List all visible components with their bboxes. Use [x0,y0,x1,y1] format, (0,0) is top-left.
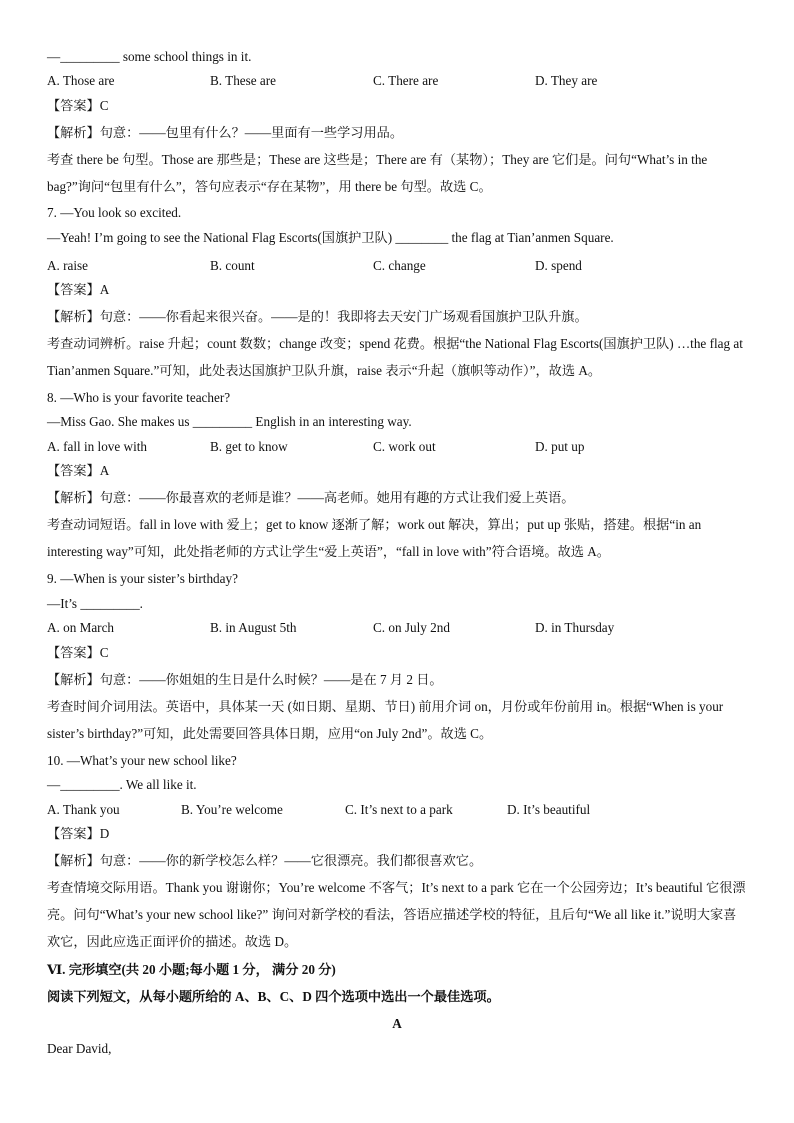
q9-option-c: C. on July 2nd [373,620,450,635]
q6-option-c: C. There are [373,73,439,88]
q10-analysis-meaning: 【解析】句意：——你的新学校怎么样？——它很漂亮。我们都很喜欢它。 [47,853,483,868]
q10-analysis-detail: 考查情境交际用语。Thank you 谢谢你；You’re welcome 不客气；It’s next to a park 它在一个公园旁边；It’s beautiful 它很漂亮。问句“What’s your new school like?” 询问对新学校的看法，答语应描述学校的特征，且后句“We all like it.”说明大家喜欢它，因此应选正面评价的描述。故选 D。 [47,880,746,949]
q10-response: —_________. We all like it. [47,777,197,792]
q6-answer-line: —_________ some school things in it. [47,49,252,64]
q10-option-a: A. Thank you [47,802,120,817]
q9-analysis-detail: 考查时间介词用法。英语中，具体某一天 (如日期、星期、节日) 前用介词 on，月份或年份前用 in。根据“When is your sister’s birthday?”可知，此处需要回答具体日期，应用“on July 2nd”。故选 C。 [47,699,724,741]
q9-response: —It’s _________. [47,596,143,611]
q9-option-a: A. on March [47,620,115,635]
q6-option-b: B. These are [210,73,277,88]
q10-answer-key: 【答案】D [47,826,110,841]
passage-label: A [392,1016,402,1031]
q7-analysis-detail: 考查动词辨析。raise 升起；count 数数；change 改变；spend 花费。根据“the National Flag Escorts(国旗护卫队) …the flag at Tian’anmen Square.”可知，此处表达国旗护卫队升旗，raise 表示“升起（旗帜等动作）”，故选 A。 [47,336,743,378]
q8-question: 8. —Who is your favorite teacher? [47,390,231,405]
q10-option-d: D. It’s beautiful [507,802,591,817]
q6-option-d: D. They are [535,73,598,88]
q8-option-c: C. work out [373,439,436,454]
q7-answer-key: 【答案】A [47,282,110,297]
q7-option-d: D. spend [535,258,582,273]
q10-option-b: B. You’re welcome [181,802,283,817]
q8-analysis-meaning: 【解析】句意：——你最喜欢的老师是谁？——高老师。她用有趣的方式让我们爱上英语。 [47,490,575,505]
q7-question: 7. —You look so excited. [47,205,182,220]
q6-analysis-meaning: 【解析】句意：——包里有什么？——里面有一些学习用品。 [47,125,404,140]
letter-salutation: Dear David, [47,1041,112,1056]
q8-option-a: A. fall in love with [47,439,147,454]
q9-option-d: D. in Thursday [535,620,615,635]
q9-analysis-meaning: 【解析】句意：——你姐姐的生日是什么时候？——是在 7 月 2 日。 [47,672,443,687]
q8-analysis-detail: 考查动词短语。fall in love with 爱上；get to know 逐渐了解；work out 解决，算出；put up 张贴，搭建。根据“in an interesting way”可知，此处指老师的方式让学生“爱上英语”，“fall in love with”符合语境。故选 A。 [47,517,702,559]
q6-analysis-detail: 考查 there be 句型。Those are 那些是；These are 这些是；There are 有（某物）；They are 它们是。问句“What’s in the bag?”询问“包里有什么”，答句应表示“存在某物”，用 there be 句型。故选 C。 [47,152,708,194]
q6-option-a: A. Those are [47,73,115,88]
q9-answer-key: 【答案】C [47,645,109,660]
q7-response: —Yeah! I’m going to see the National Flag Escorts(国旗护卫队) ________ the flag at Tian’anmen Square. [47,230,614,245]
q9-option-b: B. in August 5th [210,620,297,635]
q7-option-a: A. raise [47,258,89,273]
q10-option-c: C. It’s next to a park [345,802,453,817]
section-heading: Ⅵ. 完形填空(共 20 小题;每小题 1 分， 满分 20 分) [47,962,336,977]
q10-question: 10. —What’s your new school like? [47,753,237,768]
q8-option-b: B. get to know [210,439,288,454]
q7-option-c: C. change [373,258,426,273]
q7-option-b: B. count [210,258,255,273]
section-instruction: 阅读下列短文，从每小题所给的 A、B、C、D 四个选项中选出一个最佳选项。 [47,989,500,1004]
q8-response: —Miss Gao. She makes us _________ English in an interesting way. [47,414,412,429]
q8-answer-key: 【答案】A [47,463,110,478]
q9-question: 9. —When is your sister’s birthday? [47,571,238,586]
q7-analysis-meaning: 【解析】句意：——你看起来很兴奋。——是的！我即将去天安门广场观看国旗护卫队升旗。 [47,309,588,324]
q6-answer-key: 【答案】C [47,98,109,113]
q8-option-d: D. put up [535,439,585,454]
